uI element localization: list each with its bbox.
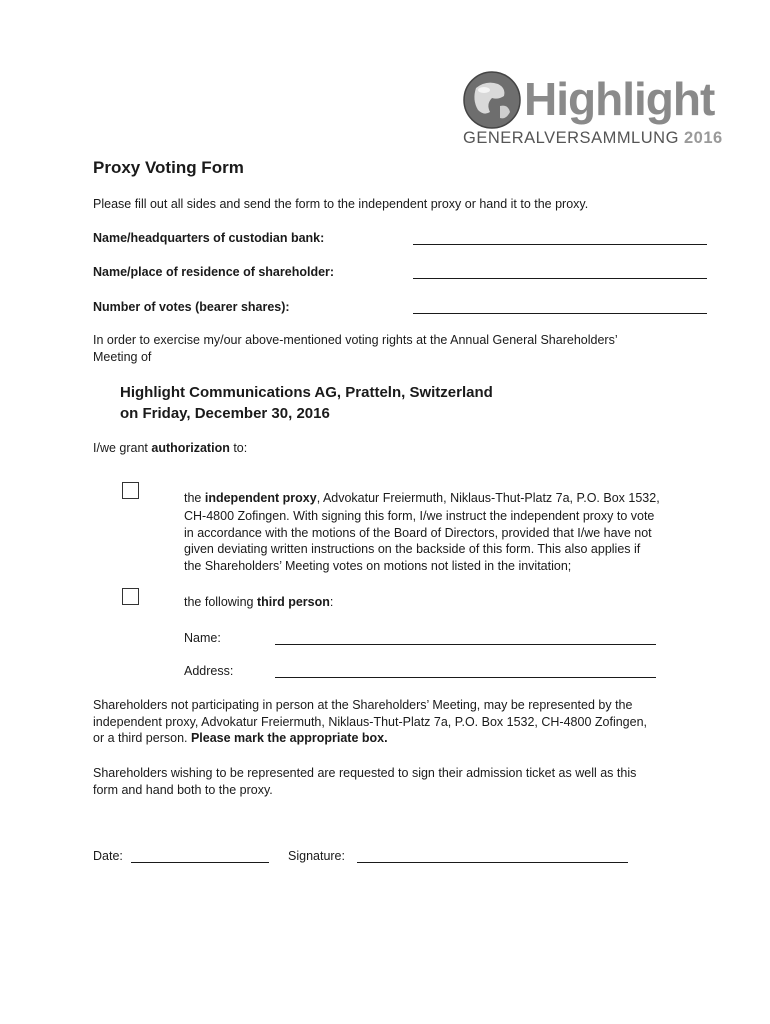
grant-text [93, 440, 247, 457]
independent-proxy-option [184, 488, 660, 574]
globe-logo-icon [462, 70, 522, 130]
third-person-option [184, 594, 333, 611]
custodian-bank-field[interactable] [413, 244, 707, 245]
shareholder-label: Name/place of residence of shareholder: [93, 265, 335, 279]
admission-ticket-note [93, 765, 636, 798]
option2-suffix: : [329, 595, 334, 609]
option1-line-3: in accordance with the motions of the Board of Directors, provided that I/we have not [184, 525, 652, 540]
grant-prefix: I/we grant [93, 441, 152, 455]
logo-subtitle-year: 2016 [684, 129, 723, 147]
exercise-line-1: In order to exercise my/our above-mentioned voting rights at the Annual General Shareholders’ [93, 333, 618, 347]
logo-subtitle [463, 128, 723, 148]
note1-line-1: Shareholders not participating in person at the Shareholders’ Meeting, may be represented by the [93, 698, 633, 712]
representation-note [93, 697, 647, 747]
exercise-line-2: Meeting of [93, 349, 152, 364]
date-field[interactable] [131, 862, 269, 863]
option2-prefix: the following [184, 595, 257, 609]
votes-label: Number of votes (bearer shares): [93, 300, 290, 314]
third-person-address-field[interactable] [275, 677, 656, 678]
date-label: Date: [93, 849, 123, 863]
option1-line1-rest: , Advokatur Freiermuth, Niklaus-Thut-Platz 7a, P.O. Box 1532, [316, 491, 660, 505]
shareholder-field[interactable] [413, 278, 707, 279]
note1-line3-prefix: or a third person. [93, 731, 191, 745]
note1-line-2: independent proxy, Advokatur Freiermuth, Niklaus-Thut-Platz 7a, P.O. Box 1532, CH-4800 Zofingen, [93, 714, 647, 729]
event-date: on Friday, December 30, 2016 [120, 405, 330, 422]
form-title: Proxy Voting Form [93, 158, 244, 177]
option1-bold: independent proxy [204, 491, 317, 505]
grant-suffix: to: [229, 441, 248, 455]
note2-line-1: Shareholders wishing to be represented are requested to sign their admission ticket as well as this [93, 766, 637, 780]
note1-line-3 [93, 730, 647, 747]
name-label: Name: [184, 631, 221, 645]
logo-subtitle-main: GENERALVERSAMMLUNG [463, 129, 679, 147]
option1-line-1 [184, 488, 660, 508]
custodian-bank-label: Name/headquarters of custodian bank: [93, 231, 325, 245]
third-person-checkbox[interactable] [122, 588, 139, 605]
option2-bold: third person [256, 595, 330, 609]
note2-line-2: form and hand both to the proxy. [93, 782, 273, 797]
signature-label: Signature: [288, 849, 345, 863]
signature-field[interactable] [357, 862, 628, 863]
intro-text: Please fill out all sides and send the form to the independent proxy or hand it to the proxy. [93, 197, 589, 211]
option1-prefix: the [184, 491, 205, 505]
votes-field[interactable] [413, 313, 707, 314]
option1-line-4: given deviating written instructions on the backside of this form. This also applies if [184, 542, 641, 556]
option1-line-5: the Shareholders’ Meeting votes on motions not listed in the invitation; [184, 558, 572, 573]
independent-proxy-checkbox[interactable] [122, 482, 139, 499]
grant-bold: authorization [151, 441, 230, 455]
address-label: Address: [184, 664, 234, 678]
brand-logo-text: Highlight [524, 73, 715, 125]
event-name: Highlight Communications AG, Pratteln, Switzerland [120, 384, 493, 401]
note1-line3-bold: Please mark the appropriate box. [190, 731, 388, 745]
exercise-paragraph [93, 332, 618, 365]
option1-line-2: CH-4800 Zofingen. With signing this form, I/we instruct the independent proxy to vote [184, 509, 655, 523]
third-person-name-field[interactable] [275, 644, 656, 645]
